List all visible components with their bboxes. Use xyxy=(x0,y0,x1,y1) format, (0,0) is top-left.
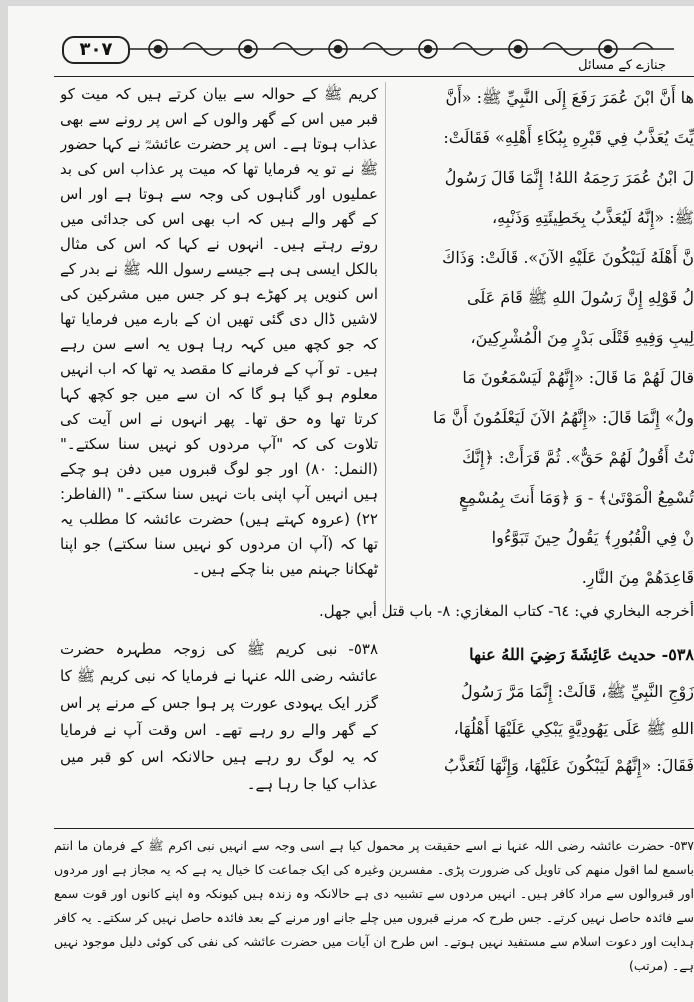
arabic-line: زَوْجِ النَّبِيِّ ﷺ، قَالَتْ: إِنَّمَا مَرَّ رَسُولُ xyxy=(460,682,694,701)
arabic-text-bottom xyxy=(394,636,694,816)
hadith-source-reference: أخرجه البخاري في: ٦٤- كتاب المغازي: ٨- باب قتل أبي جهل. xyxy=(319,602,694,620)
arabic-line: ﷺ: «إِنَّهُ لَيُعَذَّبُ بِخَطِيئَتِهِ وَذَنْبِهِ، xyxy=(491,208,694,227)
page-number: ٣٠٧ xyxy=(62,36,130,64)
urdu-translation-bottom xyxy=(60,636,378,806)
arabic-line: نَّ أَهْلَهُ لَيَبْكُونَ عَلَيْهِ الآنَ». قَالَتْ: وَذَاكَ xyxy=(442,248,694,267)
arabic-line: قَاعِدَهُمْ مِنَ النَّارِ. xyxy=(581,568,694,587)
footnote-text: ٥٣٧- حضرت عائشہ رضی اللہ عنہا نے اسے حقیقت پر محمول کیا ہے اسی وجہ سے انہیں نبی اکرم ﷺ کے فرمان ما انتم باسمع لما اقول منهم کی تاویل کی ضرورت پڑی۔ مفسرین وغیرہ کی ایک جماعت کا خیال یہ ہے کہ یہ مجاز ہے اور مردوں اور قبروالوں سے مراد کافر ہیں۔ انہیں مردوں سے تشبیہ دی ہے حالانکہ وہ زندہ ہیں کیونکہ وہ اپنے کانوں اور قوت سمع سے فائدہ حاصل نہیں کرتے۔ جس طرح کہ مرنے قبروں میں چلے جانے اور مرنے کے بعد فائدہ حاصل نہیں کر سکتے۔ یہ کافر ہدایت اور دعوت اسلام سے مستفید نہیں ہوتے۔ اس طرح ان آیات میں حضرت عائشہ کی نفی کی کوئی دلیل موجود نہیں ہے۔ (مرتب) xyxy=(54,838,694,973)
arabic-text-top xyxy=(394,46,694,606)
urdu-paragraph: ٥٣٨- نبی کریم ﷺ کی زوجہ مطہرہ حضرت عائشہ رضی اللہ عنہا نے فرمایا کہ نبی کریم ﷺ کا گزر ایک یہودی عورت پر ہوا جس کے مرنے پر اس کے گھر والے رو رہے تھے۔ اس وقت آپ نے فرمایا کہ یہ لوگ رو رہے ہیں حالانکہ اس کو قبر میں عذاب کیا جا رہا ہے۔ xyxy=(60,640,378,793)
arabic-line: يِّتَ يُعَذَّبُ فِي قَبْرِهِ بِبُكَاءِ أَهْلِهِ» فَقَالَتْ: xyxy=(443,128,694,147)
arabic-line: تُسْمِعُ الْمَوْتَىٰ﴾ - وَ ﴿وَمَا أَنتَ بِمُسْمِعٍ xyxy=(458,488,694,507)
running-title: جنازے کے مسائل xyxy=(578,58,666,73)
urdu-translation-top xyxy=(60,82,378,602)
urdu-paragraph: کریم ﷺ کے حوالہ سے بیان کرتے ہیں کہ میت کو قبر میں اس کے گھر والوں کے اس پر رونے سے بھی عذاب ہوتا ہے۔ اس پر حضرت عائشہؓ نے کہا حضور ﷺ نے تو یہ فرمایا تھا کہ میت پر عذاب اس کی بد عملیوں اور گناہوں کی وجہ سے ہوتا ہے اور اس کے گھر والے ہیں کہ اب بھی اس کی جدائی میں روتے رہتے ہیں۔ انہوں نے کہا کہ اس کی مثال بالکل ایسی ہی ہے جیسے رسول اللہ ﷺ نے بدر کے اس کنویں پر کھڑے ہو کر جس میں مشرکین کی لاشیں ڈال دی گئی تھیں ان کے بارے میں فرمایا تھا کہ جو کچھ میں کہہ رہا ہوں یہ اسے سن رہے ہیں۔ تو آپ کے فرمانے کا مقصد یہ تھا کہ اب انہیں معلوم ہو گیا ہو گا کہ ان سے میں جو کچھ کہا کرتا تھا وہ حق تھا۔ پھر انہوں نے اس آیت کی تلاوت کی کہ "آپ مردوں کو نہیں سنا سکتے۔" (النمل: ٨٠) اور جو لوگ قبروں میں دفن ہو چکے ہیں انہیں آپ اپنی بات نہیں سنا سکتے۔" (الفاطر: ٢٢) (عروہ کہتے ہیں) حضرت عائشہ کا مطلب یہ تھا کہ (آپ ان مردوں کو نہیں سنا سکتے) جو اپنا ٹھکانا جہنم میں بنا چکے ہیں۔ xyxy=(60,85,378,578)
hadith-heading: ٥٣٨- حديث عَائِشَةَ رَضِيَ اللهُ عنها xyxy=(469,645,694,664)
arabic-line: ولُ» إِنَّمَا قَالَ: «إِنَّهُمُ الآنَ لَيَعْلَمُونَ أَنَّ مَا xyxy=(433,408,694,427)
arabic-line: قالَ لَهُمْ مَا قَالَ: «إِنَّهُمْ لَيَسْمَعُونَ مَا xyxy=(462,368,694,387)
arabic-line: لِيبِ وَفِيهِ قَتْلَى بَدْرٍ مِنَ الْمُشْرِكِينَ، xyxy=(470,328,694,347)
arabic-line: لَ ابْنُ عُمَرَ رَحِمَهُ اللهُ! إِنَّمَا قَالَ رَسُولُ xyxy=(444,168,694,187)
column-separator xyxy=(385,82,386,612)
arabic-line: لُ قَوْلِهِ إِنَّ رَسُولَ اللهِ ﷺ قَامَ عَلَى xyxy=(467,288,694,307)
arabic-line: فَقَالَ: «إِنَّهُمْ لَيَبْكُونَ عَلَيْهَا، وَإِنَّهَا لَتُعَذَّبُ xyxy=(444,756,694,775)
footnote-rule xyxy=(54,828,694,829)
footnote xyxy=(54,834,694,999)
arabic-line: اللهِ ﷺ عَلَى يَهُودِيَّةٍ يَبْكِي عَلَيْهَا أَهْلُهَا، xyxy=(453,719,694,738)
arabic-line: ها أَنَّ ابْنَ عُمَرَ رَفَعَ إِلَى النَّبِيِّ ﷺ: «أَنَّ xyxy=(445,88,694,107)
arabic-line: نْ فِي الْقُبُورِ﴾ يَقُولُ حِينَ تَبَوَّءُوا xyxy=(491,528,694,547)
book-page xyxy=(8,6,694,1002)
arabic-line: نْتُ أَقُولُ لَهُمْ حَقٌّ». ثُمَّ قَرَأَتْ: ﴿إِنَّكَ xyxy=(462,448,694,467)
